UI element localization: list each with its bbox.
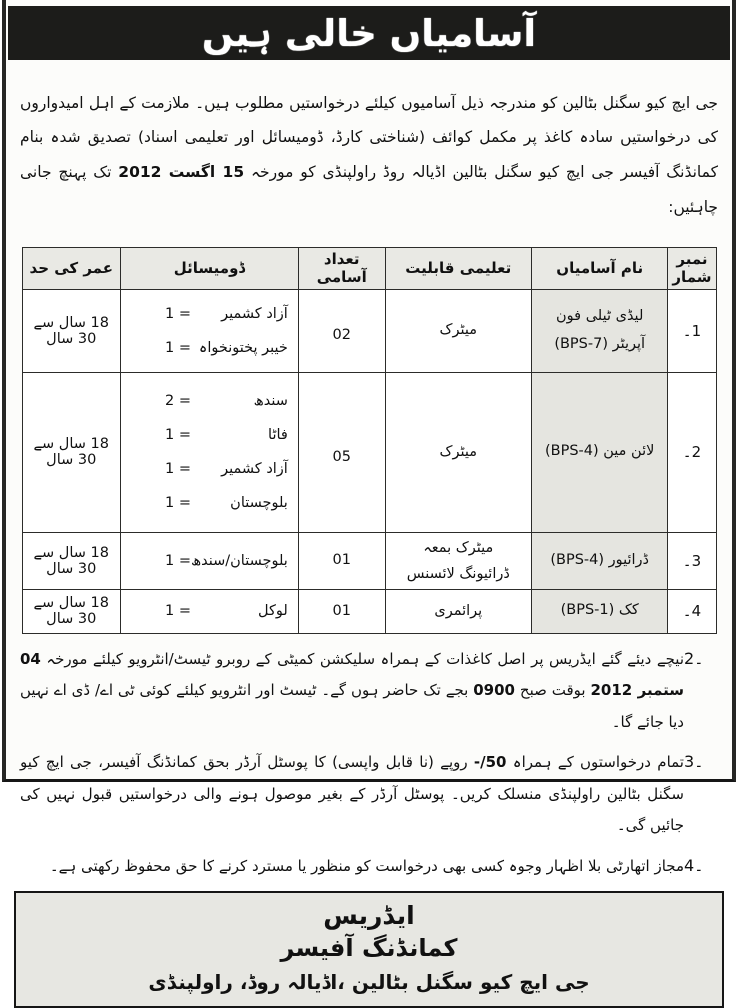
highlighted-text: 04 ستمبر 2012 [20, 649, 684, 700]
domicile-line [165, 544, 288, 578]
domicile-line [165, 384, 288, 418]
serial-cell [668, 589, 716, 633]
body-text: روپے (نا قابل واپسی) کا پوسٹل آرڈر بحق کمانڈنگ آفیسر، جی ایچ کیو سگنل بٹالین راولپنڈی منسلک کریں۔ پوسٹل آرڈر کے بغیر موصول ہونے والی درخواستیں قبول نہیں کی جائیں گی۔ [20, 753, 684, 835]
domicile-quota: = 1 [165, 305, 192, 322]
age-limit-cell: 18 سال سے 30 سال [22, 589, 121, 633]
domicile-cell [121, 532, 299, 589]
intro-paragraph [6, 76, 732, 232]
domicile-line [165, 594, 288, 628]
domicile-region: خیبر پختونخواہ [198, 339, 288, 356]
post-grade: (BPS-4) [550, 551, 605, 568]
address-heading: ایڈریس [323, 901, 415, 931]
domicile-quota: = 1 [165, 603, 192, 620]
highlighted-text: 0900 [473, 681, 515, 700]
post-count-cell: 02 [298, 289, 385, 372]
advert-page [2, 0, 736, 995]
column-header: ڈومیسائل [121, 247, 299, 289]
address-unit-line: جی ایچ کیو سگنل بٹالین ،اڈیالہ روڈ، راولپنڈی [148, 970, 590, 995]
post-count-cell: 05 [298, 372, 385, 532]
qualification-cell: میٹرک [385, 289, 531, 372]
note-number: 2۔ [684, 648, 704, 668]
note-item [20, 747, 720, 842]
column-header: تعلیمی قابلیت [385, 247, 531, 289]
post-grade: (BPS-1) [560, 602, 615, 619]
post-name: لائن مین [598, 443, 655, 460]
serial-number: ۔4 [682, 602, 702, 621]
domicile-line [165, 297, 288, 331]
note-text [20, 851, 684, 883]
note-text [20, 747, 684, 842]
note-item [20, 644, 720, 739]
serial-cell [668, 289, 716, 372]
body-text: بجے تک حاضر ہوں گے۔ ٹیسٹ اور انٹرویو کیلئے کوئی ٹی اے/ ڈی اے نہیں دیا جائے گا۔ [20, 681, 684, 731]
body-text: تک پہنچ جانی چاہئیں: [20, 163, 718, 217]
domicile-line [165, 486, 288, 520]
highlighted-text: 50/- [473, 753, 507, 772]
page-title: آسامیاں خالی ہیں [201, 11, 537, 55]
title-banner [8, 6, 730, 60]
domicile-region: بلوچستان/سندھ [191, 552, 288, 569]
highlighted-text: 15 اگست 2012 [118, 163, 245, 182]
job-row [22, 532, 716, 589]
note-text [20, 644, 684, 739]
post-count-cell: 01 [298, 589, 385, 633]
domicile-region: لوکل [258, 603, 288, 620]
domicile-cell [121, 289, 299, 372]
domicile-quota: = 1 [165, 339, 192, 356]
domicile-quota: = 1 [165, 552, 192, 569]
domicile-region: سندھ [253, 393, 288, 409]
body-text: مجاز اتھارٹی بلا اظہار وجوہ کسی بھی درخواست کو منظور یا مسترد کرنے کا حق محفوظ رکھتی ہے۔ [49, 856, 684, 875]
domicile-quota: = 1 [165, 427, 192, 443]
column-header: نمبر شمار [668, 247, 716, 289]
domicile-region: آزاد کشمیر [221, 305, 288, 322]
address-officer-line: کمانڈنگ آفیسر [280, 934, 458, 963]
domicile-line [165, 331, 288, 365]
note-number: 4۔ [684, 855, 704, 875]
column-header: تعداد آسامی [298, 247, 385, 289]
domicile-region: بلوچستان [230, 495, 288, 511]
body-text: جی ایچ کیو سگنل بٹالین کو مندرجہ ذیل آسامیوں کیلئے درخواستیں مطلوب ہیں۔ ملازمت کے اہل امیدواروں کی درخواستیں سادہ کاغذ پر مکمل کوائف (شناختی کارڈ، ڈومیسائل اور تعلیمی اسناد) تصدیق شدہ بنام کمانڈنگ آفیسر جی ایچ کیو سگنل بٹالین اڈیالہ روڈ راولپنڈی کو مورخہ [20, 93, 718, 182]
post-name-cell [531, 289, 667, 372]
domicile-cell [121, 589, 299, 633]
job-row [22, 372, 716, 532]
notes-list [6, 634, 732, 883]
job-row [22, 289, 716, 372]
serial-number: ۔1 [682, 321, 702, 340]
domicile-quota: = 2 [165, 393, 192, 409]
qualification-cell: پرائمری [385, 589, 531, 633]
post-count-cell: 01 [298, 532, 385, 589]
note-item [20, 851, 720, 883]
domicile-region: فاٹا [268, 427, 288, 443]
age-limit-cell: 18 سال سے 30 سال [22, 289, 121, 372]
job-row [22, 589, 716, 633]
body-text: تمام درخواستوں کے ہمراہ [506, 753, 684, 772]
post-name-cell [531, 532, 667, 589]
post-name: کک [614, 602, 639, 619]
serial-number: ۔2 [682, 443, 702, 461]
address-box [14, 891, 724, 1008]
age-limit-cell: 18 سال سے 30 سال [22, 372, 121, 532]
serial-cell [668, 372, 716, 532]
domicile-line [165, 452, 288, 486]
column-header: عمر کی حد [22, 247, 121, 289]
domicile-region: آزاد کشمیر [221, 461, 288, 477]
domicile-quota: = 1 [165, 461, 192, 477]
age-limit-cell: 18 سال سے 30 سال [22, 532, 121, 589]
note-number: 3۔ [684, 752, 704, 772]
serial-number: ۔3 [682, 551, 702, 570]
post-name: ڈرائیور [604, 551, 650, 568]
qualification-cell: میٹرک [385, 372, 531, 532]
table-header-row [22, 247, 716, 289]
domicile-cell [121, 372, 299, 532]
post-name-cell [531, 372, 667, 532]
post-name-cell [531, 589, 667, 633]
body-text: نیچے دیئے گئے ایڈریس پر اصل کاغذات کے ہمراہ سلیکشن کمیٹی کے روبرو ٹیسٹ/انٹرویو کیلئے مورخہ [40, 649, 684, 668]
vacancies-table [22, 247, 717, 634]
qualification-cell: میٹرک بمعہ ڈرائیونگ لائسنس [385, 532, 531, 589]
post-name: لیڈی ٹیلی فون آپریٹر [556, 307, 646, 352]
post-grade: (BPS-4) [544, 443, 599, 460]
serial-cell [668, 532, 716, 589]
column-header: نام آسامیاں [531, 247, 667, 289]
domicile-line [165, 418, 288, 452]
post-grade: (BPS-7) [554, 335, 608, 352]
body-text: بوقت صبح [515, 681, 591, 700]
domicile-quota: = 1 [165, 495, 192, 511]
